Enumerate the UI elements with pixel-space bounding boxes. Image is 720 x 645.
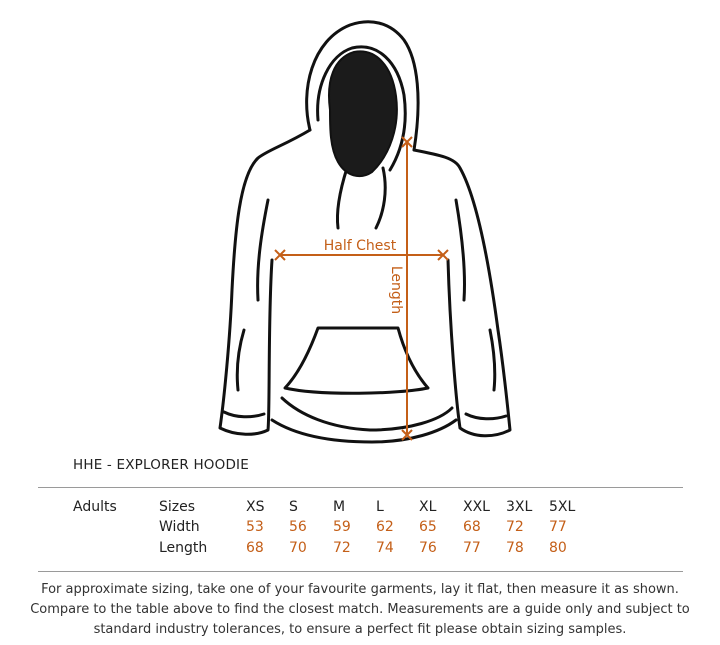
length-value: 78	[506, 540, 524, 556]
footnote-line: Compare to the table above to find the closest match. Measurements are a guide only and subject to	[30, 602, 690, 617]
width-value: 65	[419, 519, 437, 535]
size-header: 5XL	[549, 499, 576, 515]
size-header: XXL	[463, 499, 490, 515]
table-top-divider	[38, 487, 683, 488]
hood-opening	[329, 51, 397, 176]
length-value: 77	[463, 540, 481, 556]
size-header: XS	[246, 499, 265, 515]
length-value: 74	[376, 540, 394, 556]
length-value: 72	[333, 540, 351, 556]
group-label: Adults	[73, 499, 117, 515]
width-value: 68	[463, 519, 481, 535]
footnote-line: standard industry tolerances, to ensure a perfect fit please obtain sizing samples.	[93, 622, 627, 637]
size-header: 3XL	[506, 499, 533, 515]
length-label: Length	[388, 265, 404, 315]
row-label-width: Width	[159, 519, 200, 535]
row-label-length: Length	[159, 540, 208, 556]
length-value: 68	[246, 540, 264, 556]
size-header: XL	[419, 499, 437, 515]
table-bottom-divider	[38, 571, 683, 572]
size-header: S	[289, 499, 298, 515]
width-value: 53	[246, 519, 264, 535]
width-value: 72	[506, 519, 524, 535]
width-value: 77	[549, 519, 567, 535]
length-value: 76	[419, 540, 437, 556]
length-value: 70	[289, 540, 307, 556]
half-chest-label: Half Chest	[323, 238, 397, 254]
row-label-sizes: Sizes	[159, 499, 196, 515]
length-value: 80	[549, 540, 567, 556]
product-title: HHE - EXPLORER HOODIE	[73, 457, 249, 473]
footnote-line: For approximate sizing, take one of your favourite garments, lay it flat, then measure it as shown.	[41, 582, 679, 597]
width-value: 56	[289, 519, 307, 535]
width-value: 62	[376, 519, 394, 535]
sizing-footnote	[20, 580, 700, 640]
size-header: L	[376, 499, 384, 515]
width-value: 59	[333, 519, 351, 535]
size-header: M	[333, 499, 346, 515]
